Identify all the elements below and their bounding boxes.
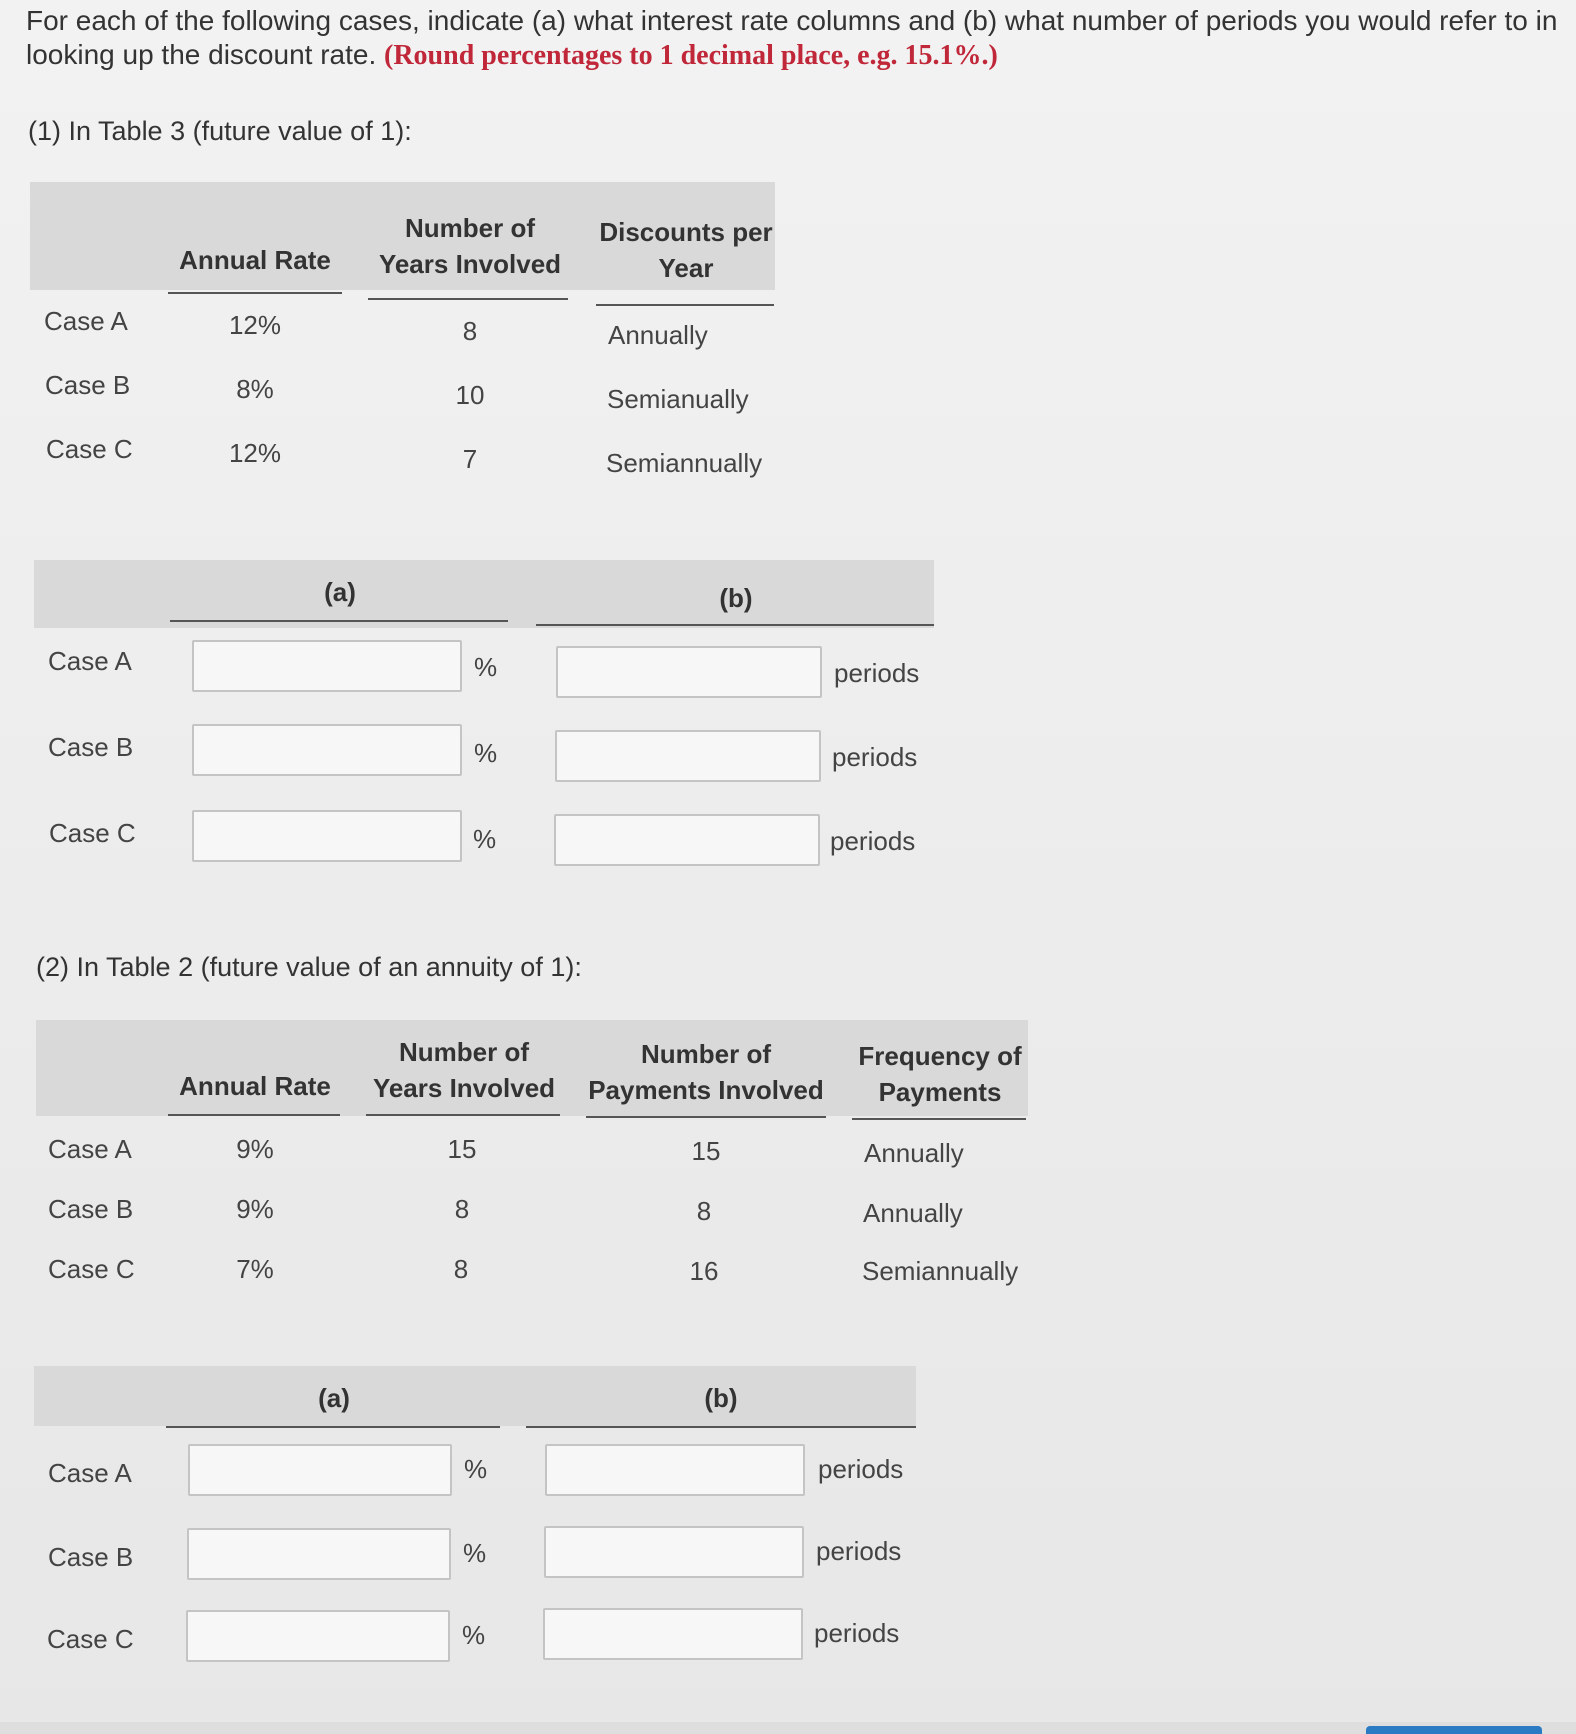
part1-case-b-periods-input[interactable] bbox=[555, 730, 821, 782]
part2-row-c-years: 8 bbox=[453, 1254, 469, 1284]
part1-row-c-case: Case C bbox=[46, 434, 133, 464]
part2-rule-years bbox=[366, 1114, 560, 1116]
part1-case-c-periods-input[interactable] bbox=[554, 814, 820, 866]
part2-row-c-frequency: Semiannually bbox=[862, 1256, 1019, 1286]
part1-answer-header-a: (a) bbox=[324, 577, 356, 607]
part2-row-a-rate: 9% bbox=[236, 1134, 274, 1164]
part1-answer-a-periods: periods bbox=[834, 658, 920, 688]
instruction-body: For each of the following cases, indicate (a) what interest rate columns and (b) what number of periods you would refer to in looking up the discount rate. bbox=[26, 5, 1558, 70]
part1-row-c-discounts: Semiannually bbox=[606, 448, 763, 478]
part1-answer-c-periods: periods bbox=[830, 826, 916, 856]
part1-header-years: Number of Years Involved bbox=[378, 213, 562, 279]
part2-row-b-payments: 8 bbox=[696, 1196, 712, 1226]
part1-header-discounts: Discounts per Year bbox=[599, 217, 773, 283]
part1-answer-rule-b bbox=[536, 624, 934, 626]
part2-row-a-years: 15 bbox=[447, 1134, 477, 1164]
rounding-note: (Round percentages to 1 decimal place, e.g. 15.1%.) bbox=[384, 40, 998, 71]
part2-answer-header-a: (a) bbox=[318, 1383, 350, 1413]
part2-row-b-rate: 9% bbox=[236, 1194, 274, 1224]
part2-case-a-periods-input[interactable] bbox=[545, 1444, 805, 1496]
bottom-bar bbox=[0, 1722, 1576, 1734]
part2-row-b-case: Case B bbox=[48, 1194, 134, 1224]
instruction-text bbox=[26, 4, 1566, 73]
part2-header-rate: Annual Rate bbox=[179, 1071, 331, 1101]
part1-answer-a-case: Case A bbox=[48, 646, 132, 676]
part2-answer-a-case: Case A bbox=[48, 1458, 132, 1488]
part1-answer-c-percent: % bbox=[473, 824, 497, 854]
part2-row-c-rate: 7% bbox=[236, 1254, 274, 1284]
part1-row-a-years: 8 bbox=[462, 316, 478, 346]
part1-header-rate: Annual Rate bbox=[179, 245, 331, 275]
part2-case-a-rate-input[interactable] bbox=[188, 1444, 452, 1496]
part1-answer-b-percent: % bbox=[474, 738, 498, 768]
part2-header-years: Number of Years Involved bbox=[372, 1037, 556, 1103]
part2-row-b-years: 8 bbox=[454, 1194, 470, 1224]
part2-case-b-rate-input[interactable] bbox=[187, 1528, 451, 1580]
part2-title: (2) In Table 2 (future value of an annuity of 1): bbox=[36, 952, 582, 982]
part1-answer-rule-a bbox=[170, 620, 508, 622]
part1-row-c-years: 7 bbox=[462, 444, 478, 474]
part2-rule-rate bbox=[168, 1114, 340, 1116]
part2-answer-rule-a bbox=[166, 1426, 500, 1428]
part2-answer-header-band bbox=[34, 1366, 916, 1426]
part2-answer-rule-b bbox=[526, 1426, 916, 1428]
part1-row-a-rate: 12% bbox=[228, 310, 282, 340]
part1-row-a-discounts: Annually bbox=[608, 320, 708, 350]
part2-rule-payments bbox=[586, 1116, 826, 1118]
part1-case-a-periods-input[interactable] bbox=[556, 646, 822, 698]
part1-row-c-rate: 12% bbox=[228, 438, 282, 468]
part1-row-a-case: Case A bbox=[44, 306, 128, 336]
part2-answer-c-case: Case C bbox=[47, 1624, 134, 1654]
part2-case-c-periods-input[interactable] bbox=[543, 1608, 803, 1660]
part2-row-b-frequency: Annually bbox=[863, 1198, 963, 1228]
part1-answer-b-case: Case B bbox=[48, 732, 134, 762]
part1-case-a-rate-input[interactable] bbox=[192, 640, 462, 692]
part2-row-c-case: Case C bbox=[48, 1254, 135, 1284]
part1-answer-b-periods: periods bbox=[832, 742, 918, 772]
part2-case-c-rate-input[interactable] bbox=[186, 1610, 450, 1662]
part2-row-a-frequency: Annually bbox=[864, 1138, 964, 1168]
part1-row-b-rate: 8% bbox=[236, 374, 274, 404]
part2-answer-b-periods: periods bbox=[816, 1536, 902, 1566]
part1-case-b-rate-input[interactable] bbox=[192, 724, 462, 776]
part1-title: (1) In Table 3 (future value of 1): bbox=[28, 116, 412, 146]
part2-rule-frequency bbox=[852, 1118, 1026, 1120]
part2-header-frequency: Frequency of Payments bbox=[858, 1041, 1022, 1107]
part1-row-b-discounts: Semianually bbox=[607, 384, 749, 414]
part1-answer-header-b: (b) bbox=[719, 583, 753, 613]
part1-row-b-case: Case B bbox=[45, 370, 131, 400]
part1-rule-years bbox=[368, 298, 568, 300]
part1-row-b-years: 10 bbox=[455, 380, 485, 410]
part2-answer-b-percent: % bbox=[463, 1538, 487, 1568]
part2-row-a-payments: 15 bbox=[691, 1136, 721, 1166]
part1-answer-a-percent: % bbox=[474, 652, 498, 682]
part2-answer-c-percent: % bbox=[462, 1620, 486, 1650]
part2-answer-b-case: Case B bbox=[48, 1542, 134, 1572]
part1-case-c-rate-input[interactable] bbox=[192, 810, 462, 862]
part2-row-a-case: Case A bbox=[48, 1134, 132, 1164]
part1-rule-rate bbox=[168, 292, 342, 294]
part2-answer-header-b: (b) bbox=[704, 1383, 738, 1413]
part1-rule-discounts bbox=[596, 304, 774, 306]
part2-answer-a-percent: % bbox=[464, 1454, 488, 1484]
part2-answer-c-periods: periods bbox=[814, 1618, 900, 1648]
part2-header-payments: Number of Payments Involved bbox=[588, 1039, 824, 1105]
part1-answer-header-band bbox=[34, 560, 934, 628]
part2-row-c-payments: 16 bbox=[689, 1256, 719, 1286]
bottom-accent-button[interactable] bbox=[1366, 1726, 1542, 1734]
part2-answer-a-periods: periods bbox=[818, 1454, 904, 1484]
part2-case-b-periods-input[interactable] bbox=[544, 1526, 804, 1578]
part1-answer-c-case: Case C bbox=[49, 818, 136, 848]
